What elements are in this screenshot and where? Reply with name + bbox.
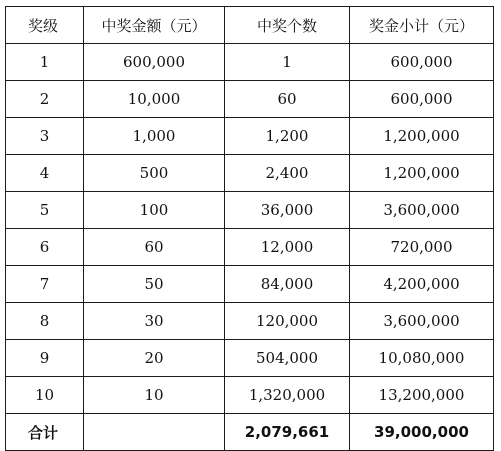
total-subtotal: 39,000,000 bbox=[350, 414, 494, 451]
header-winner-count: 中奖个数 bbox=[225, 7, 350, 44]
cell-level: 5 bbox=[6, 192, 84, 229]
cell-winner-count: 84,000 bbox=[225, 266, 350, 303]
cell-prize-amount: 600,000 bbox=[84, 44, 225, 81]
cell-prize-amount: 60 bbox=[84, 229, 225, 266]
table-row bbox=[6, 118, 494, 155]
table-row bbox=[6, 303, 494, 340]
cell-prize-amount: 500 bbox=[84, 155, 225, 192]
table-row bbox=[6, 44, 494, 81]
cell-winner-count: 1,200 bbox=[225, 118, 350, 155]
cell-subtotal: 3,600,000 bbox=[350, 192, 494, 229]
table-row bbox=[6, 229, 494, 266]
header-prize-amount: 中奖金额（元） bbox=[84, 7, 225, 44]
table-header-row bbox=[6, 7, 494, 44]
cell-prize-amount: 50 bbox=[84, 266, 225, 303]
cell-winner-count: 120,000 bbox=[225, 303, 350, 340]
cell-winner-count: 60 bbox=[225, 81, 350, 118]
total-row bbox=[6, 414, 494, 451]
cell-subtotal: 4,200,000 bbox=[350, 266, 494, 303]
table-row bbox=[6, 81, 494, 118]
prize-table bbox=[5, 6, 494, 451]
cell-prize-amount: 100 bbox=[84, 192, 225, 229]
cell-winner-count: 1,320,000 bbox=[225, 377, 350, 414]
cell-subtotal: 720,000 bbox=[350, 229, 494, 266]
cell-prize-amount: 30 bbox=[84, 303, 225, 340]
cell-level: 2 bbox=[6, 81, 84, 118]
cell-prize-amount: 20 bbox=[84, 340, 225, 377]
total-winner-count: 2,079,661 bbox=[225, 414, 350, 451]
cell-level: 1 bbox=[6, 44, 84, 81]
cell-winner-count: 12,000 bbox=[225, 229, 350, 266]
cell-level: 10 bbox=[6, 377, 84, 414]
cell-level: 8 bbox=[6, 303, 84, 340]
table-row bbox=[6, 155, 494, 192]
cell-level: 4 bbox=[6, 155, 84, 192]
header-level: 奖级 bbox=[6, 7, 84, 44]
cell-subtotal: 600,000 bbox=[350, 81, 494, 118]
total-prize-amount bbox=[84, 414, 225, 451]
cell-winner-count: 36,000 bbox=[225, 192, 350, 229]
cell-winner-count: 504,000 bbox=[225, 340, 350, 377]
cell-level: 9 bbox=[6, 340, 84, 377]
table-row bbox=[6, 192, 494, 229]
cell-prize-amount: 10,000 bbox=[84, 81, 225, 118]
table-row bbox=[6, 377, 494, 414]
table-row bbox=[6, 340, 494, 377]
cell-level: 6 bbox=[6, 229, 84, 266]
cell-subtotal: 600,000 bbox=[350, 44, 494, 81]
cell-subtotal: 1,200,000 bbox=[350, 118, 494, 155]
total-label: 合计 bbox=[6, 414, 84, 451]
cell-subtotal: 10,080,000 bbox=[350, 340, 494, 377]
header-subtotal: 奖金小计（元） bbox=[350, 7, 494, 44]
cell-prize-amount: 10 bbox=[84, 377, 225, 414]
cell-level: 7 bbox=[6, 266, 84, 303]
cell-prize-amount: 1,000 bbox=[84, 118, 225, 155]
cell-subtotal: 3,600,000 bbox=[350, 303, 494, 340]
cell-level: 3 bbox=[6, 118, 84, 155]
cell-winner-count: 2,400 bbox=[225, 155, 350, 192]
cell-subtotal: 13,200,000 bbox=[350, 377, 494, 414]
cell-winner-count: 1 bbox=[225, 44, 350, 81]
table-row bbox=[6, 266, 494, 303]
cell-subtotal: 1,200,000 bbox=[350, 155, 494, 192]
